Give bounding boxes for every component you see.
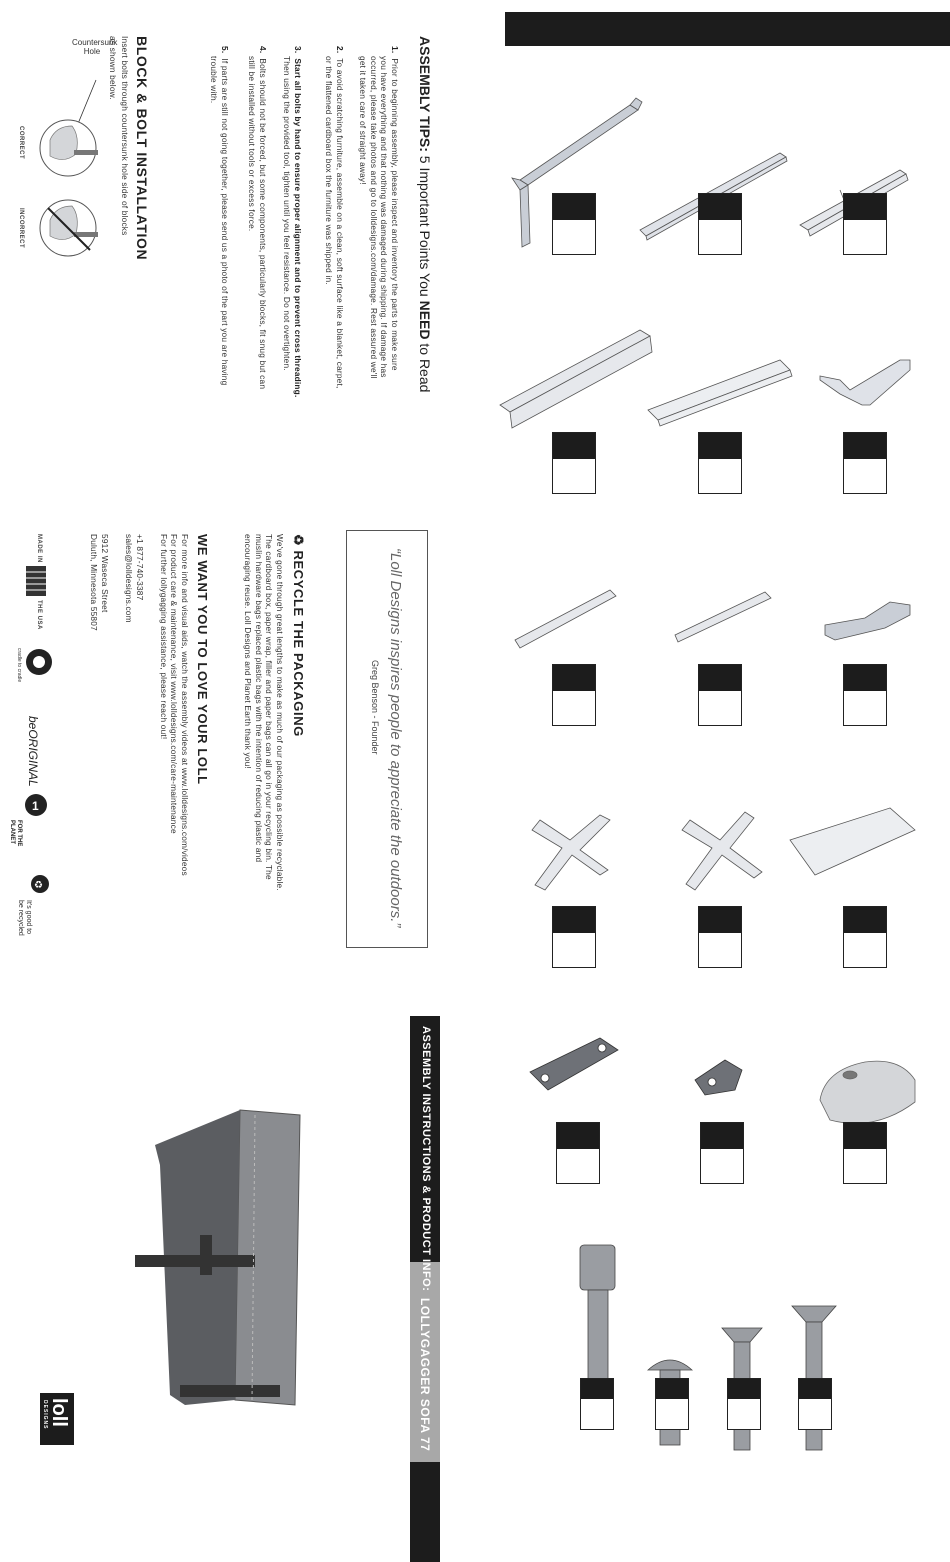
part-label-box (698, 193, 742, 255)
recycle-text: We've gone through great lengths to make as much of our packaging as possible recyclable. The cardboard box, paper wrap, filler and paper bags can all go in your recycling bin. The muslin hardware bags replaced plastic bags with the intention of reducing plastic and encouraging reuse. Loll Designs and Planet Earth thank you! (243, 534, 285, 891)
tip-2: 2. To avoid scratching furniture, assemble on a clean, soft surface like a blanket, carpet, or the flattened cardboard box the furniture was shipped in. (324, 46, 345, 389)
part-arm-9 (825, 602, 910, 640)
part-label-box (655, 1378, 689, 1430)
svg-text:♻: ♻ (34, 880, 43, 891)
incorrect-label: INCORRECT (18, 208, 24, 249)
usa-text: THE USA (36, 600, 42, 630)
part-label-box (556, 1122, 600, 1184)
part-label-box (843, 432, 887, 494)
part-label-box (727, 1378, 761, 1430)
tip-5: 5. If parts are still not going together, please send us a photo of the part you are having trouble with. (209, 46, 230, 386)
product-name: LOLLYGAGGER SOFA 77 (418, 1298, 432, 1452)
made-in-usa-text: MADE IN (36, 534, 42, 563)
part-label-box (798, 1378, 832, 1430)
part-label-box (843, 1122, 887, 1184)
part-slat-5 (648, 360, 792, 426)
tip-4: 4. Bolts should not be forced, but some components, particularly blocks, fit snug but can still be installed without tools or excess force. (247, 46, 268, 390)
address: 5912 Waseca Street Duluth, Minnesota 55807 (89, 534, 110, 631)
parts-illustrations (490, 60, 950, 1480)
quote-author: Greg Benson - Founder (370, 660, 380, 755)
part-label-box (698, 906, 742, 968)
part-block-15 (820, 1061, 915, 1123)
part-label-box (843, 906, 887, 968)
quote-text: “Loll Designs inspires people to appreciate the outdoors.” (387, 548, 404, 928)
tip-1: 1. Prior to beginning assembly, please inspect and inventory the parts to make sure you have everything and that nothing was damaged during shipping. If damage has occurred, please take photos and go to lolldesigns.com/damage. Rest assured we'll get it taken care of straight away! (358, 46, 400, 379)
part-label-box (843, 664, 887, 726)
part-block-14 (695, 1060, 742, 1095)
email: sales@lolldesigns.com (124, 534, 135, 623)
usa-flag-icon (26, 566, 46, 596)
part-label-box (552, 432, 596, 494)
contact-info (124, 534, 145, 623)
part-label-box (580, 1378, 614, 1430)
sofa-illustration (130, 1105, 310, 1415)
brand-name: loll (48, 1398, 70, 1427)
part-label-box (698, 664, 742, 726)
cradle-to-cradle-icon (24, 646, 54, 678)
part-label-box (552, 193, 596, 255)
part-plate-13 (530, 1038, 618, 1090)
part-support-7 (515, 590, 616, 648)
assembly-tips-heading: ASSEMBLY TIPS: 5 Important Points You NEED to Read (417, 36, 433, 393)
countersunk-label: Countersunk Hole (72, 38, 118, 56)
part-label-box (552, 664, 596, 726)
one-percent-planet-icon (24, 792, 48, 818)
beoriginal-logo: beORIGINAL (26, 716, 40, 787)
correct-label: CORRECT (18, 126, 24, 160)
part-leg-10 (532, 815, 610, 890)
svg-text:1: 1 (32, 799, 39, 813)
love-heading: WE WANT YOU TO LOVE YOUR LOLL (195, 534, 210, 785)
part-label-box (700, 1122, 744, 1184)
part-label-box (552, 906, 596, 968)
part-long-rail-4 (500, 330, 652, 428)
instructions-title: ASSEMBLY INSTRUCTIONS & PRODUCT INFO: (420, 1026, 432, 1292)
tip-3: 3. Start all bolts by hand to ensure proper alignment and to prevent cross threading. Then using the provided tool, tighten until you feel resistance. Do not overtighten. (282, 46, 303, 398)
part-leg-11 (682, 812, 762, 890)
recycled-text: It's good to be recycled (17, 900, 32, 936)
c2c-text: cradle to cradle (16, 648, 22, 683)
part-label-box (698, 432, 742, 494)
recycle-heading: ♻ RECYCLE THE PACKAGING (291, 534, 306, 737)
block-bolt-heading: BLOCK & BOLT INSTALLATION (134, 36, 150, 261)
block-text-2: as shown below. (108, 36, 118, 100)
header-bar (505, 12, 950, 46)
block-diagrams (28, 70, 108, 270)
recycled-icon (30, 874, 50, 894)
planet-text: FOR THE PLANET (9, 820, 22, 847)
brand-sub: DESIGNS (42, 1400, 48, 1430)
phone: +1 877-740-3387 (135, 534, 145, 601)
block-text-1: Insert bolts through countersunk hole side of blocks (120, 36, 130, 236)
love-text: For more info and visual aids, watch the assembly videos at www.lolldesigns.com/videos For product care & maintenance, visit www.lolldesigns.com/care-maintenance For further lollygagging assistance, please reach out! (159, 534, 190, 876)
part-support-8 (675, 592, 771, 642)
recycle-icon: ♻ (291, 534, 306, 547)
part-l-bracket-6 (820, 360, 910, 405)
part-panel-12 (790, 808, 915, 875)
part-label-box (843, 193, 887, 255)
